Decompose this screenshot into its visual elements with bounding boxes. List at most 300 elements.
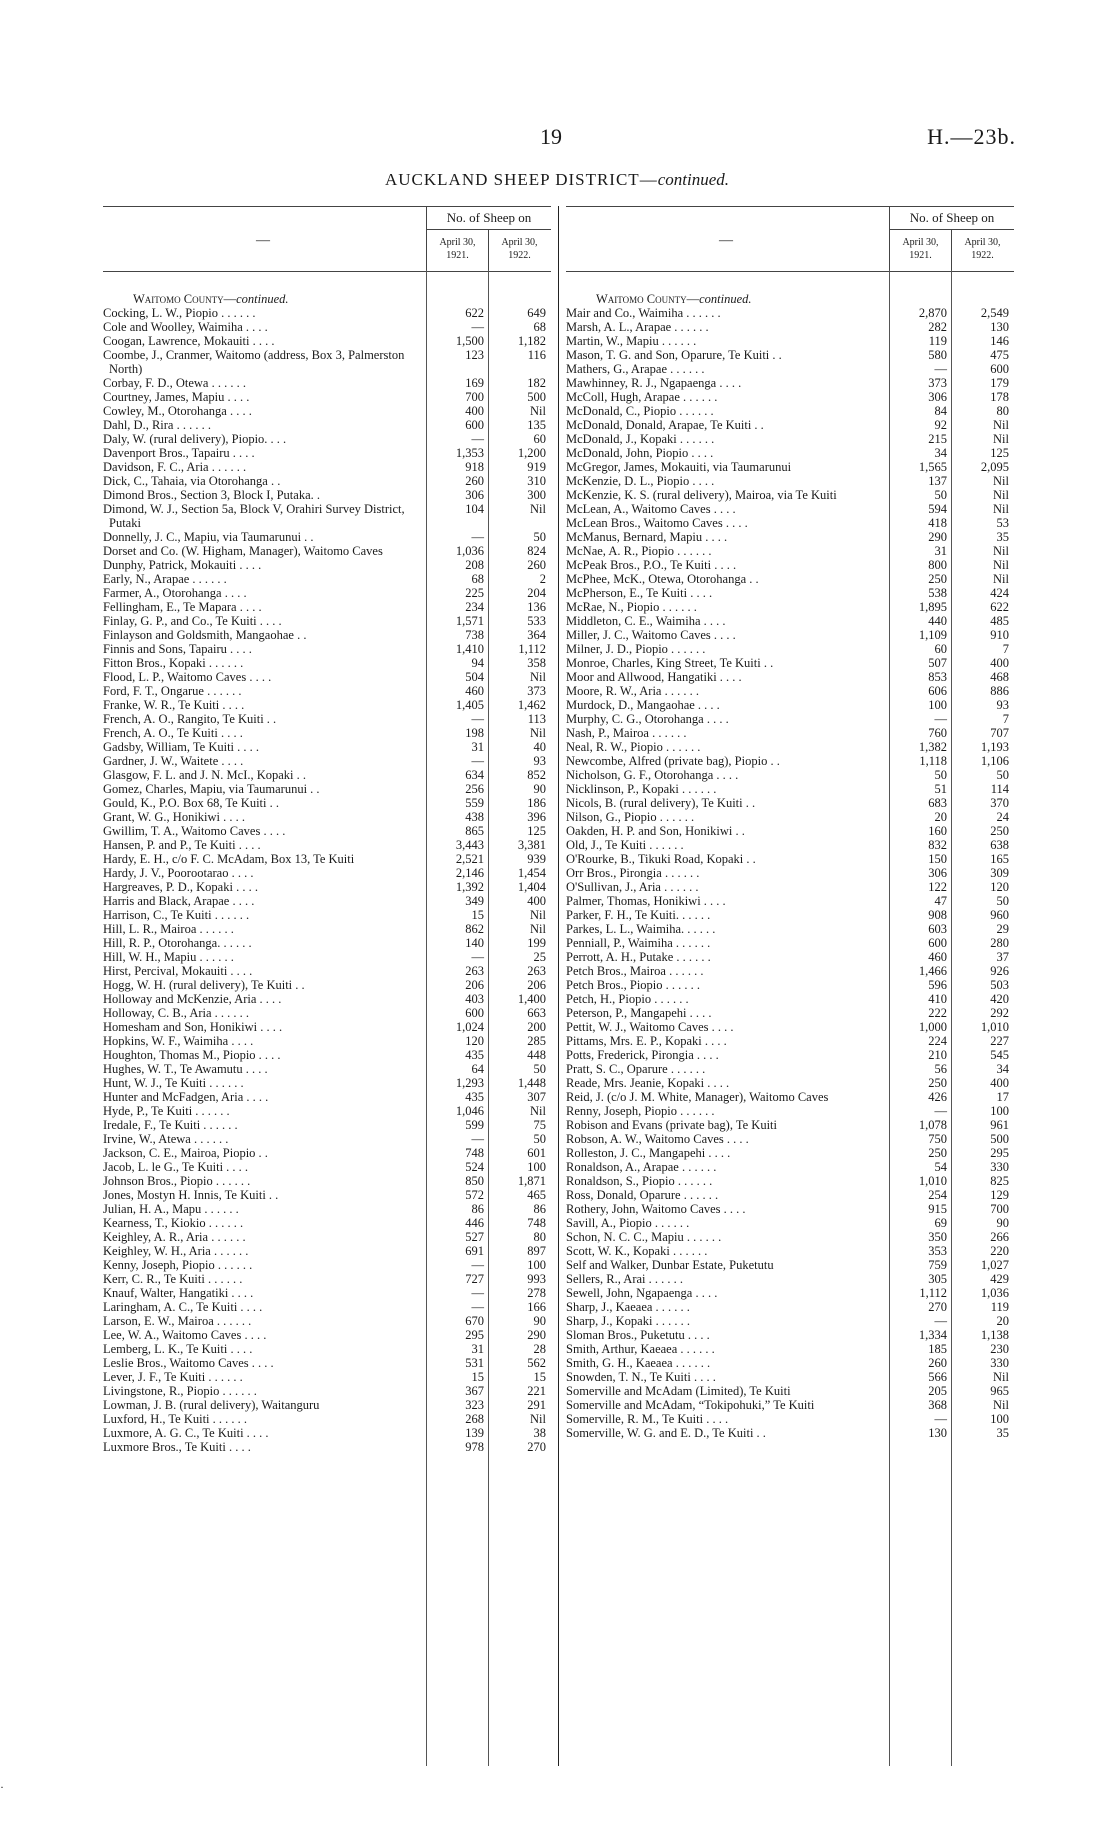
table-row <box>103 1188 551 1202</box>
sheep-1922: 250 <box>990 824 1009 838</box>
table-row <box>566 908 1014 922</box>
sheep-1921: 435 <box>465 1090 484 1104</box>
sheep-1921: 34 <box>934 446 947 460</box>
owner-name: Sellers, R., Arai . . . . . . <box>566 1272 684 1286</box>
table-row <box>103 1370 551 1384</box>
owner-name: Livingstone, R., Piopio . . . . . . <box>103 1384 257 1398</box>
sheep-1922: 1,200 <box>517 446 546 460</box>
owner-name: Donnelly, J. C., Mapiu, via Taumarunui . . <box>103 530 314 544</box>
sheep-1922: 307 <box>527 1090 546 1104</box>
owner-name: Orr Bros., Pirongia . . . . . . <box>566 866 700 880</box>
sheep-1922: 220 <box>990 1244 1009 1258</box>
sheep-1921: 15 <box>471 908 484 922</box>
sheep-1921: 100 <box>928 698 947 712</box>
sheep-1921: 139 <box>465 1426 484 1440</box>
sheep-1922: 263 <box>527 964 546 978</box>
table-row <box>103 782 551 796</box>
sheep-1921: — <box>471 1300 484 1314</box>
sheep-1922: 7 <box>1002 712 1009 726</box>
table-row <box>566 516 1014 530</box>
sheep-1921: 1,010 <box>918 1174 947 1188</box>
table-row <box>103 600 551 614</box>
table-row <box>103 614 551 628</box>
table-row <box>566 404 1014 418</box>
sheep-1921: 69 <box>934 1216 947 1230</box>
table-row <box>566 1426 1014 1440</box>
sheep-1921: 353 <box>928 1244 947 1258</box>
sheep-1922: 80 <box>533 1230 546 1244</box>
table-row <box>103 642 551 656</box>
table-row <box>103 978 551 992</box>
owner-name: McDonald, J., Kopaki . . . . . . <box>566 432 715 446</box>
section-suffix: continued. <box>236 292 289 306</box>
sheep-1922: 100 <box>990 1412 1009 1426</box>
sheep-1921: 60 <box>934 642 947 656</box>
table-row <box>103 1412 551 1426</box>
table-row <box>103 334 551 348</box>
owner-name: Dorset and Co. (W. Higham, Manager), Waitomo Caves <box>103 544 383 558</box>
table-row <box>103 1300 551 1314</box>
sheep-1922: 638 <box>990 838 1009 852</box>
owner-name: Peterson, P., Mangapehi . . . . <box>566 1006 712 1020</box>
district-title <box>0 170 1114 190</box>
owner-name: Davidson, F. C., Aria . . . . . . <box>103 460 247 474</box>
sheep-1922: 129 <box>990 1188 1009 1202</box>
owner-name: Old, J., Te Kuiti . . . . . . <box>566 838 684 852</box>
sheep-1921: 400 <box>465 404 484 418</box>
sheep-1921: 670 <box>465 1314 484 1328</box>
sheep-1922: 135 <box>527 418 546 432</box>
left-table <box>103 206 551 1766</box>
sheep-1921: 800 <box>928 558 947 572</box>
sheep-1922: 961 <box>990 1118 1009 1132</box>
sheep-1922: 15 <box>533 1370 546 1384</box>
table-row <box>103 908 551 922</box>
owner-name: Keighley, W. H., Aria . . . . . . <box>103 1244 249 1258</box>
table-row <box>566 1076 1014 1090</box>
owner-name: Flood, L. P., Waitomo Caves . . . . <box>103 670 272 684</box>
sheep-1921: 92 <box>934 418 947 432</box>
sheep-1922: 120 <box>990 880 1009 894</box>
sheep-1922: 500 <box>527 390 546 404</box>
sheep-1921: 260 <box>465 474 484 488</box>
owner-name: Hardy, J. V., Poorootarao . . . . <box>103 866 254 880</box>
sheep-1922: 400 <box>527 894 546 908</box>
table-row <box>566 1202 1014 1216</box>
table-row <box>566 796 1014 810</box>
owner-name: Perrott, A. H., Putake . . . . . . <box>566 950 711 964</box>
sheep-1922: Nil <box>530 922 546 936</box>
sheep-1922: 649 <box>527 306 546 320</box>
table-row <box>103 1440 551 1454</box>
sheep-1922: 290 <box>527 1328 546 1342</box>
sheep-1922: 1,106 <box>980 754 1009 768</box>
table-row <box>103 670 551 684</box>
table-row <box>103 1132 551 1146</box>
sheep-1921: 915 <box>928 1202 947 1216</box>
table-row <box>566 1272 1014 1286</box>
owner-name: Murdock, D., Mangaohae . . . . <box>566 698 720 712</box>
owner-name: Penniall, P., Waimiha . . . . . . <box>566 936 711 950</box>
sheep-1921: 349 <box>465 894 484 908</box>
sheep-1922: 1,138 <box>980 1328 1009 1342</box>
table-row <box>566 698 1014 712</box>
table-row <box>103 768 551 782</box>
sheep-1921: 524 <box>465 1160 484 1174</box>
sheep-1921: — <box>471 754 484 768</box>
sheep-1921: 850 <box>465 1174 484 1188</box>
owner-name: McDonald, Donald, Arapae, Te Kuiti . . <box>566 418 764 432</box>
col-1921-header: April 30, 1921. <box>426 230 488 271</box>
col-1922-header: April 30, 1922. <box>488 230 550 271</box>
sheep-1922: 309 <box>990 866 1009 880</box>
sheep-1922: 50 <box>996 768 1009 782</box>
owner-name: Smith, G. H., Kaeaea . . . . . . <box>566 1356 711 1370</box>
owner-name: Dimond, W. J., Section 5a, Block V, Orahiri Survey District, Putaki <box>103 502 405 530</box>
sheep-1921: 290 <box>928 530 947 544</box>
table-row <box>103 1286 551 1300</box>
owner-name: Knauf, Walter, Hangatiki . . . . <box>103 1286 254 1300</box>
owner-name: Leslie Bros., Waitomo Caves . . . . <box>103 1356 274 1370</box>
owner-name: Finnis and Sons, Tapairu . . . . <box>103 642 252 656</box>
section-heading <box>566 292 1014 306</box>
sheep-1922: 34 <box>996 1062 1009 1076</box>
table-row <box>566 1006 1014 1020</box>
owner-name: Nash, P., Mairoa . . . . . . <box>566 726 687 740</box>
sheep-1922: Nil <box>993 488 1009 502</box>
sheep-1921: 104 <box>465 502 484 516</box>
owner-name: Newcombe, Alfred (private bag), Piopio . . <box>566 754 780 768</box>
sheep-1921: 1,466 <box>918 964 947 978</box>
owner-name: Iredale, F., Te Kuiti . . . . . . <box>103 1118 238 1132</box>
sheep-1922: 179 <box>990 376 1009 390</box>
owner-name: Ford, F. T., Ongarue . . . . . . <box>103 684 242 698</box>
sheep-1921: 748 <box>465 1146 484 1160</box>
owner-name: Palmer, Thomas, Honikiwi . . . . <box>566 894 726 908</box>
sheep-1921: 160 <box>928 824 947 838</box>
owner-name: Monroe, Charles, King Street, Te Kuiti . . <box>566 656 774 670</box>
owner-name: Potts, Frederick, Pirongia . . . . <box>566 1048 719 1062</box>
owner-name: Ronaldson, A., Arapae . . . . . . <box>566 1160 717 1174</box>
sheep-1922: 468 <box>990 670 1009 684</box>
owner-name: Ronaldson, S., Piopio . . . . . . <box>566 1174 713 1188</box>
sheep-count-group <box>426 207 551 271</box>
sheep-1921: 596 <box>928 978 947 992</box>
sheep-1921: 3,443 <box>455 838 484 852</box>
owner-name: Luxmore Bros., Te Kuiti . . . . <box>103 1440 251 1454</box>
sheep-1921: 306 <box>928 390 947 404</box>
table-row <box>566 810 1014 824</box>
table-row <box>103 544 551 558</box>
sheep-1922: Nil <box>993 418 1009 432</box>
sheep-1921: 185 <box>928 1342 947 1356</box>
owner-name: Mawhinney, R. J., Ngapaenga . . . . <box>566 376 742 390</box>
table-row <box>103 1202 551 1216</box>
owner-name: Robson, A. W., Waitomo Caves . . . . <box>566 1132 749 1146</box>
sheep-1922: Nil <box>530 1104 546 1118</box>
sheep-1921: 460 <box>928 950 947 964</box>
sheep-1921: 1,500 <box>455 334 484 348</box>
owner-name: Coombe, J., Cranmer, Waitomo (address, Box 3, Palmerston North) <box>103 348 405 376</box>
table-row <box>103 992 551 1006</box>
sheep-1922: 90 <box>996 1216 1009 1230</box>
owner-name: Reid, J. (c/o J. M. White, Manager), Waitomo Caves <box>566 1090 829 1104</box>
owner-name: Fellingham, E., Te Mapara . . . . <box>103 600 262 614</box>
table-row <box>566 950 1014 964</box>
table-row <box>103 726 551 740</box>
table-row <box>566 1048 1014 1062</box>
sheep-1921: 305 <box>928 1272 947 1286</box>
table-row <box>103 1076 551 1090</box>
sheep-1922: 1,010 <box>980 1020 1009 1034</box>
owner-name: Hunter and McFadgen, Aria . . . . <box>103 1090 269 1104</box>
owner-name: Rolleston, J. C., Mangapehi . . . . <box>566 1146 731 1160</box>
sheep-1922: 485 <box>990 614 1009 628</box>
sheep-1922: 114 <box>990 782 1009 796</box>
owner-name: Oakden, H. P. and Son, Honikiwi . . <box>566 824 745 838</box>
sheep-1921: 622 <box>465 306 484 320</box>
owner-name: McGregor, James, Mokauiti, via Taumarunui <box>566 460 792 474</box>
table-row <box>103 950 551 964</box>
owner-name: Finlay, G. P., and Co., Te Kuiti . . . . <box>103 614 282 628</box>
table-row <box>103 572 551 586</box>
table-row <box>103 1062 551 1076</box>
sheep-1921: 1,571 <box>455 614 484 628</box>
sheep-1922: 266 <box>990 1230 1009 1244</box>
sheep-1921: 531 <box>465 1356 484 1370</box>
table-row <box>566 544 1014 558</box>
sheep-1922: Nil <box>993 432 1009 446</box>
district-name: AUCKLAND SHEEP DISTRICT— <box>384 170 658 189</box>
table-row <box>103 1006 551 1020</box>
sheep-1921: 1,078 <box>918 1118 947 1132</box>
owner-name: Self and Walker, Dunbar Estate, Puketutu <box>566 1258 774 1272</box>
owner-name: Jackson, C. E., Mairoa, Piopio . . <box>103 1146 268 1160</box>
sheep-1921: 206 <box>465 978 484 992</box>
sheep-1922: 125 <box>527 824 546 838</box>
sheep-1921: 600 <box>928 936 947 950</box>
owner-name: Lever, J. F., Te Kuiti . . . . . . <box>103 1370 243 1384</box>
owner-name: Cowley, M., Otorohanga . . . . <box>103 404 252 418</box>
table-row <box>103 1342 551 1356</box>
sheep-1921: 198 <box>465 726 484 740</box>
table-row <box>566 1300 1014 1314</box>
table-body <box>566 306 1014 1440</box>
sheep-1921: 47 <box>934 894 947 908</box>
sheep-1922: 178 <box>990 390 1009 404</box>
sheep-1922: Nil <box>993 558 1009 572</box>
owner-name: Lemberg, L. K., Te Kuiti . . . . <box>103 1342 253 1356</box>
margin-mark: · <box>0 1780 4 1794</box>
sheep-1921: 68 <box>471 572 484 586</box>
sheep-1922: 136 <box>527 600 546 614</box>
sheep-1921: 918 <box>465 460 484 474</box>
table-row <box>566 754 1014 768</box>
owner-name: Scott, W. K., Kopaki . . . . . . <box>566 1244 708 1258</box>
sheep-1921: 832 <box>928 838 947 852</box>
sheep-1922: 300 <box>527 488 546 502</box>
owner-name: Somerville, R. M., Te Kuiti . . . . <box>566 1412 729 1426</box>
sheep-1922: 116 <box>527 348 546 362</box>
table-row <box>566 1356 1014 1370</box>
table-row <box>103 684 551 698</box>
owner-name: McPherson, E., Te Kuiti . . . . <box>566 586 713 600</box>
sheep-1921: 130 <box>928 1426 947 1440</box>
table-row <box>103 320 551 334</box>
sheep-1922: 886 <box>990 684 1009 698</box>
sheep-1922: 100 <box>527 1258 546 1272</box>
sheep-1921: 224 <box>928 1034 947 1048</box>
table-row <box>566 1384 1014 1398</box>
table-row <box>103 1048 551 1062</box>
sheep-1922: 20 <box>996 1314 1009 1328</box>
owner-name: McLean Bros., Waitomo Caves . . . . <box>566 516 748 530</box>
sheep-1922: 50 <box>533 1132 546 1146</box>
sheep-1921: 250 <box>928 1146 947 1160</box>
sheep-1922: 38 <box>533 1426 546 1440</box>
table-row <box>566 936 1014 950</box>
sheep-1922: 429 <box>990 1272 1009 1286</box>
owner-name: Kearness, T., Kiokio . . . . . . <box>103 1216 244 1230</box>
table-row <box>566 1062 1014 1076</box>
owner-name: Corbay, F. D., Otewa . . . . . . <box>103 376 246 390</box>
sheep-1921: — <box>471 530 484 544</box>
sheep-1921: 215 <box>928 432 947 446</box>
sheep-1922: 500 <box>990 1132 1009 1146</box>
owner-name: Hill, R. P., Otorohanga. . . . . . <box>103 936 252 950</box>
table-row <box>566 600 1014 614</box>
sheep-1921: 254 <box>928 1188 947 1202</box>
owner-name: Fitton Bros., Kopaki . . . . . . <box>103 656 244 670</box>
owner-name: Hyde, P., Te Kuiti . . . . . . <box>103 1104 230 1118</box>
table-row <box>566 712 1014 726</box>
owner-name: Kerr, C. R., Te Kuiti . . . . . . <box>103 1272 243 1286</box>
owner-name: Renny, Joseph, Piopio . . . . . . <box>566 1104 715 1118</box>
table-row <box>566 852 1014 866</box>
table-row <box>566 334 1014 348</box>
owner-name: Robison and Evans (private bag), Te Kuiti <box>566 1118 778 1132</box>
sheep-1921: 1,410 <box>455 642 484 656</box>
owner-name: Jones, Mostyn H. Innis, Te Kuiti . . <box>103 1188 279 1202</box>
table-body <box>103 306 551 1454</box>
sheep-1922: 100 <box>527 1160 546 1174</box>
sheep-1921: 1,118 <box>919 754 947 768</box>
sheep-1922: 28 <box>533 1342 546 1356</box>
sheep-1921: 323 <box>465 1398 484 1412</box>
table-row <box>566 432 1014 446</box>
owner-name: Hill, W. H., Mapiu . . . . . . <box>103 950 234 964</box>
sheep-1921: 978 <box>465 1440 484 1454</box>
table-row <box>103 1090 551 1104</box>
sheep-1921: 580 <box>928 348 947 362</box>
sheep-1922: 396 <box>527 810 546 824</box>
owner-name: Hargreaves, P. D., Kopaki . . . . <box>103 880 258 894</box>
sheep-1922: Nil <box>993 502 1009 516</box>
sheep-1921: 410 <box>928 992 947 1006</box>
owner-name: Mathers, G., Arapae . . . . . . <box>566 362 705 376</box>
sheep-1922: 260 <box>527 558 546 572</box>
owner-name: Mair and Co., Waimiha . . . . . . <box>566 306 721 320</box>
owner-name: Ross, Donald, Oparure . . . . . . <box>566 1188 719 1202</box>
section-name: Waitomo County— <box>596 292 700 306</box>
owner-name: Petch Bros., Mairoa . . . . . . <box>566 964 704 978</box>
owner-name: Parker, F. H., Te Kuiti. . . . . . <box>566 908 711 922</box>
table-row <box>566 894 1014 908</box>
sheep-1922: 1,400 <box>517 992 546 1006</box>
table-row <box>566 1342 1014 1356</box>
sheep-1921: — <box>471 950 484 964</box>
sheep-1922: 221 <box>527 1384 546 1398</box>
owner-name: Hansen, P. and P., Te Kuiti . . . . <box>103 838 261 852</box>
table-row <box>103 530 551 544</box>
table-row <box>566 530 1014 544</box>
sheep-1922: Nil <box>530 1412 546 1426</box>
owner-name: Julian, H. A., Mapu . . . . . . <box>103 1202 239 1216</box>
table-row <box>103 348 551 376</box>
table-row <box>566 656 1014 670</box>
table-row <box>103 1384 551 1398</box>
table-row <box>566 446 1014 460</box>
sheep-1921: — <box>471 320 484 334</box>
owner-name: Nicholson, G. F., Otorohanga . . . . <box>566 768 739 782</box>
table-row <box>566 474 1014 488</box>
sheep-1921: 56 <box>934 1062 947 1076</box>
table-row <box>103 1034 551 1048</box>
sheep-1922: 663 <box>527 1006 546 1020</box>
table-row <box>103 852 551 866</box>
sheep-1921: 84 <box>934 404 947 418</box>
sheep-1922: 600 <box>990 362 1009 376</box>
sheep-1922: 40 <box>533 740 546 754</box>
sheep-1921: 2,146 <box>455 866 484 880</box>
table-row <box>566 1104 1014 1118</box>
table-row <box>103 1398 551 1412</box>
table-row <box>103 880 551 894</box>
table-row <box>103 1174 551 1188</box>
sheep-1921: 594 <box>928 502 947 516</box>
owner-name: Moore, R. W., Aria . . . . . . <box>566 684 699 698</box>
owner-name: Hunt, W. J., Te Kuiti . . . . . . <box>103 1076 244 1090</box>
sheep-1922: 310 <box>527 474 546 488</box>
table-row <box>103 1146 551 1160</box>
sheep-1921: 727 <box>465 1272 484 1286</box>
table-row <box>103 922 551 936</box>
table-row <box>566 614 1014 628</box>
table-row <box>566 1286 1014 1300</box>
owner-name: Glasgow, F. L. and J. N. McI., Kopaki . . <box>103 768 307 782</box>
sheep-1921: 1,334 <box>918 1328 947 1342</box>
sheep-1922: 291 <box>527 1398 546 1412</box>
sheep-1921: 250 <box>928 1076 947 1090</box>
table-row <box>566 1034 1014 1048</box>
sheep-1921: 150 <box>928 852 947 866</box>
right-table <box>566 206 1014 1766</box>
page-number: 19 <box>540 124 562 149</box>
sheep-1921: 446 <box>465 1216 484 1230</box>
sheep-1921: 1,036 <box>455 544 484 558</box>
owner-name: Milner, J. D., Piopio . . . . . . <box>566 642 706 656</box>
table-row <box>566 572 1014 586</box>
table-row <box>566 502 1014 516</box>
table-header <box>103 206 551 272</box>
owner-name: Sewell, John, Ngapaenga . . . . <box>566 1286 718 1300</box>
sheep-1922: 292 <box>990 1006 1009 1020</box>
sheep-tables <box>103 206 1014 1766</box>
table-row <box>103 502 551 530</box>
table-row <box>103 740 551 754</box>
sheep-1921: 282 <box>928 320 947 334</box>
sheep-1921: 31 <box>934 544 947 558</box>
